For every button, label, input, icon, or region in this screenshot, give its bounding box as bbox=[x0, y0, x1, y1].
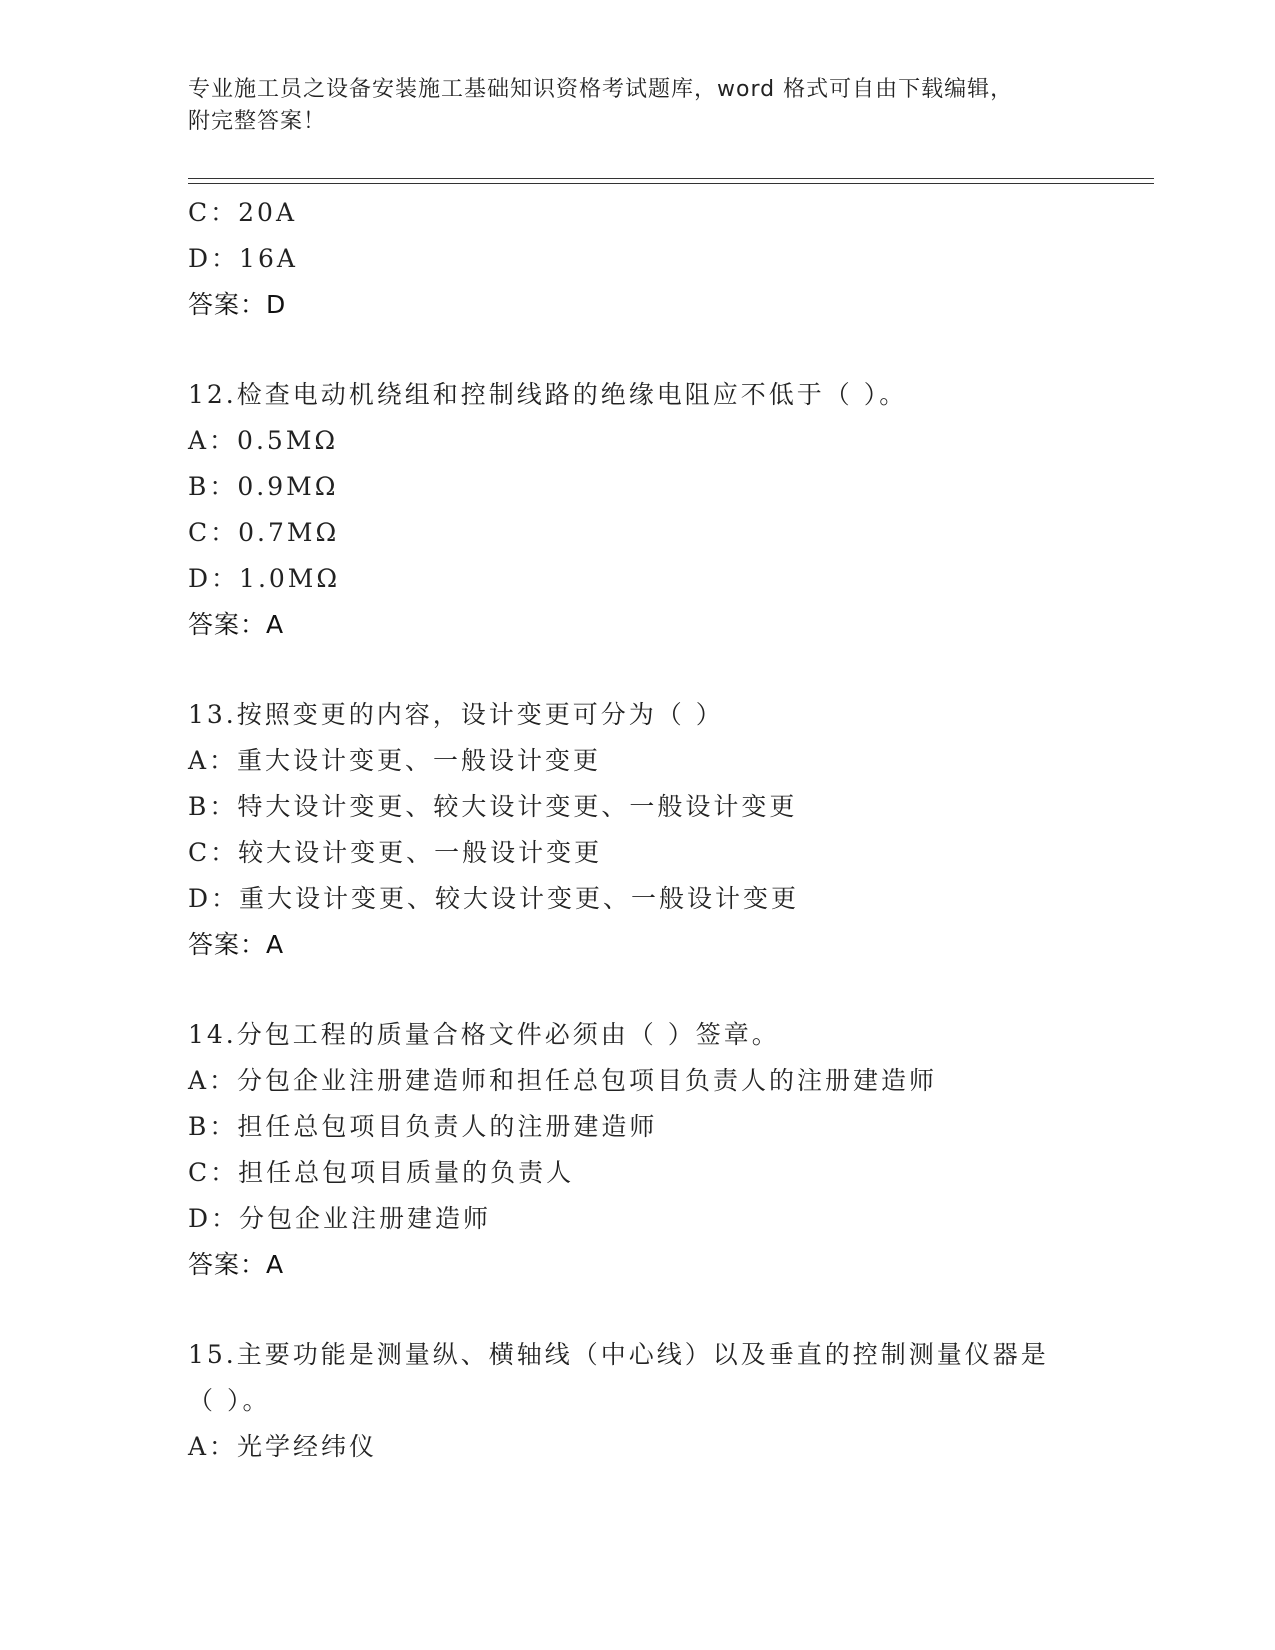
answer-line: 答案：D bbox=[188, 290, 287, 319]
question-spacer bbox=[188, 328, 1168, 372]
answer-line: 答案：A bbox=[188, 930, 285, 959]
question-spacer bbox=[188, 648, 1168, 692]
question-11-continued bbox=[188, 190, 1168, 328]
question-text: 12.检查电动机绕组和控制线路的绝缘电阻应不低于（ ）。 bbox=[188, 380, 908, 409]
question-13 bbox=[188, 692, 1168, 968]
option-c: C：较大设计变更、一般设计变更 bbox=[188, 838, 603, 867]
question-text-line-2: （ ）。 bbox=[188, 1386, 271, 1415]
option-a: A：光学经纬仪 bbox=[188, 1432, 378, 1461]
question-15 bbox=[188, 1332, 1168, 1470]
question-list bbox=[188, 190, 1168, 1470]
header-title-line-1: 专业施工员之设备安装施工基础知识资格考试题库，word 格式可自由下载编辑， bbox=[188, 77, 1014, 102]
header-divider-bottom bbox=[188, 183, 1154, 184]
option-c: C：0.7MΩ bbox=[188, 518, 340, 547]
option-a: A：重大设计变更、一般设计变更 bbox=[188, 746, 602, 775]
option-c: C：担任总包项目质量的负责人 bbox=[188, 1158, 575, 1187]
option-d: D：重大设计变更、较大设计变更、一般设计变更 bbox=[188, 884, 800, 913]
header-title-line-2: 附完整答案！ bbox=[188, 109, 327, 134]
header-divider-top bbox=[188, 178, 1154, 179]
option-d: D：分包企业注册建造师 bbox=[188, 1204, 492, 1233]
question-14 bbox=[188, 1012, 1168, 1288]
question-12 bbox=[188, 372, 1168, 648]
document-header bbox=[188, 74, 1088, 138]
question-text: 13.按照变更的内容，设计变更可分为（ ） bbox=[188, 700, 724, 729]
option-d: D：1.0MΩ bbox=[188, 564, 341, 593]
option-a: A：0.5MΩ bbox=[188, 426, 339, 455]
option-a: A：分包企业注册建造师和担任总包项目负责人的注册建造师 bbox=[188, 1066, 938, 1095]
option-c: C：20A bbox=[188, 198, 297, 227]
option-b: B：特大设计变更、较大设计变更、一般设计变更 bbox=[188, 792, 798, 821]
answer-line: 答案：A bbox=[188, 610, 285, 639]
option-b: B：担任总包项目负责人的注册建造师 bbox=[188, 1112, 658, 1141]
question-spacer bbox=[188, 968, 1168, 1012]
question-spacer bbox=[188, 1288, 1168, 1332]
answer-line: 答案：A bbox=[188, 1250, 285, 1279]
option-b: B：0.9MΩ bbox=[188, 472, 339, 501]
question-text-line-1: 15.主要功能是测量纵、横轴线（中心线）以及垂直的控制测量仪器是 bbox=[188, 1340, 1049, 1369]
option-d: D：16A bbox=[188, 244, 298, 273]
question-text: 14.分包工程的质量合格文件必须由（ ）签章。 bbox=[188, 1020, 780, 1049]
